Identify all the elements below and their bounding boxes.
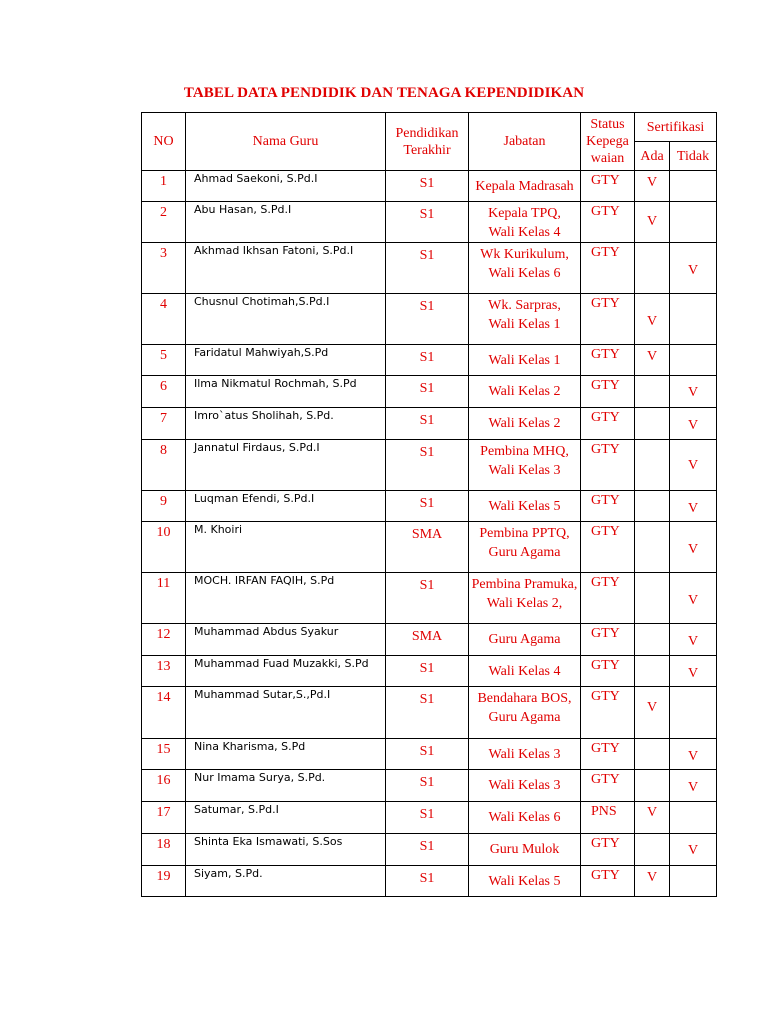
cell-nama-guru: Faridatul Mahwiyah,S.Pd [186, 345, 386, 376]
header-status-line2: Kepega [586, 134, 629, 149]
header-nama-guru: Nama Guru [186, 113, 386, 171]
tidak-check-mark: V [687, 634, 699, 649]
cell-no: 19 [142, 866, 186, 897]
cell-jabatan [469, 687, 581, 739]
header-ada: Ada [635, 142, 670, 171]
cell-tidak [670, 656, 717, 687]
table-row [142, 522, 717, 573]
jabatan-line1: Kepala TPQ, [488, 206, 561, 221]
jabatan-line2: Wali Kelas 6 [488, 266, 561, 281]
cell-pendidikan: SMA [386, 624, 469, 656]
cell-status: GTY [581, 171, 635, 202]
jabatan-line1: Pembina Pramuka, [471, 577, 578, 592]
cell-tidak [670, 687, 717, 739]
cell-nama-guru: Jannatul Firdaus, S.Pd.I [186, 440, 386, 491]
cell-no: 9 [142, 491, 186, 522]
cell-pendidikan: S1 [386, 834, 469, 866]
cell-jabatan [469, 739, 581, 770]
header-jabatan: Jabatan [469, 113, 581, 171]
jabatan-line1: Wk. Sarpras, [488, 298, 561, 313]
cell-ada [635, 802, 670, 834]
cell-jabatan [469, 408, 581, 440]
header-status [581, 113, 635, 171]
cell-pendidikan: S1 [386, 376, 469, 408]
cell-nama-guru: Akhmad Ikhsan Fatoni, S.Pd.I [186, 243, 386, 294]
table-body [142, 171, 717, 897]
cell-pendidikan: S1 [386, 739, 469, 770]
cell-status: GTY [581, 491, 635, 522]
cell-no: 15 [142, 739, 186, 770]
header-pendidikan [386, 113, 469, 171]
table-row [142, 624, 717, 656]
table-row [142, 802, 717, 834]
cell-status: GTY [581, 656, 635, 687]
tidak-check-mark: V [687, 843, 699, 858]
header-status-line1: Status [590, 117, 625, 132]
cell-tidak [670, 408, 717, 440]
cell-status: GTY [581, 770, 635, 802]
jabatan-line1: Wali Kelas 4 [488, 664, 561, 679]
cell-pendidikan: S1 [386, 345, 469, 376]
tidak-check-mark: V [687, 501, 699, 516]
cell-nama-guru: Ahmad Saekoni, S.Pd.I [186, 171, 386, 202]
cell-nama-guru: Ilma Nikmatul Rochmah, S.Pd [186, 376, 386, 408]
jabatan-line2: Wali Kelas 1 [488, 317, 561, 332]
cell-nama-guru: Muhammad Abdus Syakur [186, 624, 386, 656]
cell-status: GTY [581, 243, 635, 294]
cell-ada [635, 739, 670, 770]
jabatan-line2: Wali Kelas 3 [488, 463, 561, 478]
header-sertifikasi: Sertifikasi [635, 113, 717, 142]
cell-nama-guru: Nina Kharisma, S.Pd [186, 739, 386, 770]
cell-no: 10 [142, 522, 186, 573]
tidak-check-mark: V [687, 418, 699, 433]
cell-ada [635, 345, 670, 376]
cell-nama-guru: Muhammad Fuad Muzakki, S.Pd [186, 656, 386, 687]
cell-ada [635, 440, 670, 491]
cell-tidak [670, 739, 717, 770]
cell-pendidikan: S1 [386, 440, 469, 491]
cell-no: 2 [142, 202, 186, 243]
cell-no: 4 [142, 294, 186, 345]
cell-status: GTY [581, 573, 635, 624]
ada-check-mark: V [646, 349, 658, 364]
cell-status: GTY [581, 202, 635, 243]
jabatan-line1: Pembina PPTQ, [479, 526, 570, 541]
jabatan-line1: Wali Kelas 3 [488, 778, 561, 793]
table-row [142, 656, 717, 687]
staff-table [141, 112, 717, 897]
cell-ada [635, 376, 670, 408]
table-row [142, 345, 717, 376]
jabatan-line2: Wali Kelas 2, [486, 596, 563, 611]
cell-status: GTY [581, 834, 635, 866]
cell-jabatan [469, 345, 581, 376]
table-header [142, 113, 717, 171]
jabatan-line1: Bendahara BOS, [477, 691, 572, 706]
cell-status: PNS [581, 802, 635, 834]
tidak-check-mark: V [687, 458, 699, 473]
cell-status: GTY [581, 408, 635, 440]
cell-no: 3 [142, 243, 186, 294]
cell-pendidikan: SMA [386, 522, 469, 573]
cell-jabatan [469, 770, 581, 802]
jabatan-line1: Wali Kelas 3 [488, 747, 561, 762]
jabatan-line1: Kepala Madrasah [475, 179, 574, 194]
cell-ada [635, 202, 670, 243]
cell-pendidikan: S1 [386, 171, 469, 202]
cell-no: 11 [142, 573, 186, 624]
table-row [142, 376, 717, 408]
cell-no: 7 [142, 408, 186, 440]
jabatan-line1: Wali Kelas 5 [488, 499, 561, 514]
cell-tidak [670, 866, 717, 897]
cell-pendidikan: S1 [386, 656, 469, 687]
cell-tidak [670, 624, 717, 656]
cell-status: GTY [581, 294, 635, 345]
header-no: NO [142, 113, 186, 171]
cell-jabatan [469, 440, 581, 491]
cell-jabatan [469, 834, 581, 866]
jabatan-line1: Wali Kelas 6 [488, 810, 561, 825]
cell-nama-guru: Shinta Eka Ismawati, S.Sos [186, 834, 386, 866]
ada-check-mark: V [646, 214, 658, 229]
cell-ada [635, 294, 670, 345]
tidak-check-mark: V [687, 749, 699, 764]
table-row [142, 171, 717, 202]
cell-nama-guru: Nur Imama Surya, S.Pd. [186, 770, 386, 802]
header-tidak: Tidak [670, 142, 717, 171]
cell-no: 18 [142, 834, 186, 866]
cell-tidak [670, 802, 717, 834]
ada-check-mark: V [646, 175, 658, 190]
header-status-line3: waian [590, 151, 625, 166]
cell-tidak [670, 440, 717, 491]
cell-tidak [670, 202, 717, 243]
jabatan-line1: Guru Mulok [489, 842, 560, 857]
cell-ada [635, 243, 670, 294]
table-row [142, 866, 717, 897]
cell-jabatan [469, 202, 581, 243]
header-pendidikan-line2: Terakhir [403, 142, 451, 158]
cell-ada [635, 624, 670, 656]
cell-nama-guru: Luqman Efendi, S.Pd.I [186, 491, 386, 522]
jabatan-line2: Guru Agama [488, 710, 561, 725]
ada-check-mark: V [646, 870, 658, 885]
cell-jabatan [469, 573, 581, 624]
cell-tidak [670, 834, 717, 866]
cell-no: 5 [142, 345, 186, 376]
cell-nama-guru: M. Khoiri [186, 522, 386, 573]
cell-tidak [670, 376, 717, 408]
cell-nama-guru: Satumar, S.Pd.I [186, 802, 386, 834]
cell-nama-guru: Muhammad Sutar,S.,Pd.I [186, 687, 386, 739]
table-row [142, 202, 717, 243]
cell-ada [635, 834, 670, 866]
jabatan-line1: Guru Agama [488, 632, 561, 647]
cell-pendidikan: S1 [386, 202, 469, 243]
cell-no: 8 [142, 440, 186, 491]
cell-ada [635, 491, 670, 522]
cell-pendidikan: S1 [386, 770, 469, 802]
cell-jabatan [469, 522, 581, 573]
cell-no: 12 [142, 624, 186, 656]
cell-ada [635, 522, 670, 573]
jabatan-line1: Wali Kelas 2 [488, 384, 561, 399]
cell-nama-guru: Abu Hasan, S.Pd.I [186, 202, 386, 243]
cell-status: GTY [581, 522, 635, 573]
jabatan-line1: Wk Kurikulum, [480, 247, 569, 262]
cell-nama-guru: Chusnul Chotimah,S.Pd.I [186, 294, 386, 345]
table-row [142, 739, 717, 770]
cell-pendidikan: S1 [386, 294, 469, 345]
table-row [142, 770, 717, 802]
cell-jabatan [469, 624, 581, 656]
cell-pendidikan: S1 [386, 687, 469, 739]
cell-tidak [670, 573, 717, 624]
tidak-check-mark: V [687, 780, 699, 795]
cell-tidak [670, 491, 717, 522]
jabatan-line1: Wali Kelas 5 [488, 874, 561, 889]
ada-check-mark: V [646, 805, 658, 820]
cell-status: GTY [581, 376, 635, 408]
document-title: TABEL DATA PENDIDIK DAN TENAGA KEPENDIDIKAN [183, 85, 585, 101]
cell-pendidikan: S1 [386, 243, 469, 294]
tidak-check-mark: V [687, 666, 699, 681]
cell-jabatan [469, 866, 581, 897]
tidak-check-mark: V [687, 593, 699, 608]
table-row [142, 687, 717, 739]
cell-no: 17 [142, 802, 186, 834]
cell-pendidikan: S1 [386, 491, 469, 522]
jabatan-line1: Wali Kelas 2 [488, 416, 561, 431]
cell-tidak [670, 171, 717, 202]
cell-nama-guru: Imro`atus Sholihah, S.Pd. [186, 408, 386, 440]
cell-jabatan [469, 656, 581, 687]
table-row [142, 408, 717, 440]
cell-pendidikan: S1 [386, 408, 469, 440]
tidak-check-mark: V [687, 263, 699, 278]
cell-nama-guru: Siyam, S.Pd. [186, 866, 386, 897]
ada-check-mark: V [646, 700, 658, 715]
cell-jabatan [469, 376, 581, 408]
jabatan-line1: Wali Kelas 1 [488, 353, 561, 368]
cell-jabatan [469, 802, 581, 834]
cell-tidak [670, 522, 717, 573]
cell-ada [635, 866, 670, 897]
cell-jabatan [469, 294, 581, 345]
cell-status: GTY [581, 624, 635, 656]
cell-jabatan [469, 171, 581, 202]
cell-ada [635, 573, 670, 624]
cell-no: 1 [142, 171, 186, 202]
cell-ada [635, 656, 670, 687]
tidak-check-mark: V [687, 385, 699, 400]
cell-status: GTY [581, 440, 635, 491]
cell-ada [635, 687, 670, 739]
table-row [142, 573, 717, 624]
cell-nama-guru: MOCH. IRFAN FAQIH, S.Pd [186, 573, 386, 624]
cell-pendidikan: S1 [386, 866, 469, 897]
cell-pendidikan: S1 [386, 573, 469, 624]
jabatan-line2: Wali Kelas 4 [488, 225, 561, 240]
header-pendidikan-line1: Pendidikan [395, 125, 459, 141]
table-row [142, 294, 717, 345]
cell-ada [635, 408, 670, 440]
cell-jabatan [469, 243, 581, 294]
cell-no: 13 [142, 656, 186, 687]
cell-no: 6 [142, 376, 186, 408]
jabatan-line2: Guru Agama [488, 545, 561, 560]
table-row [142, 440, 717, 491]
cell-no: 14 [142, 687, 186, 739]
tidak-check-mark: V [687, 542, 699, 557]
table-row [142, 834, 717, 866]
cell-no: 16 [142, 770, 186, 802]
cell-jabatan [469, 491, 581, 522]
ada-check-mark: V [646, 314, 658, 329]
cell-status: GTY [581, 866, 635, 897]
cell-pendidikan: S1 [386, 802, 469, 834]
cell-ada [635, 770, 670, 802]
table-row [142, 491, 717, 522]
cell-tidak [670, 243, 717, 294]
table-row [142, 243, 717, 294]
cell-tidak [670, 770, 717, 802]
cell-tidak [670, 345, 717, 376]
cell-status: GTY [581, 345, 635, 376]
cell-status: GTY [581, 739, 635, 770]
jabatan-line1: Pembina MHQ, [480, 444, 569, 459]
cell-status: GTY [581, 687, 635, 739]
cell-ada [635, 171, 670, 202]
cell-tidak [670, 294, 717, 345]
